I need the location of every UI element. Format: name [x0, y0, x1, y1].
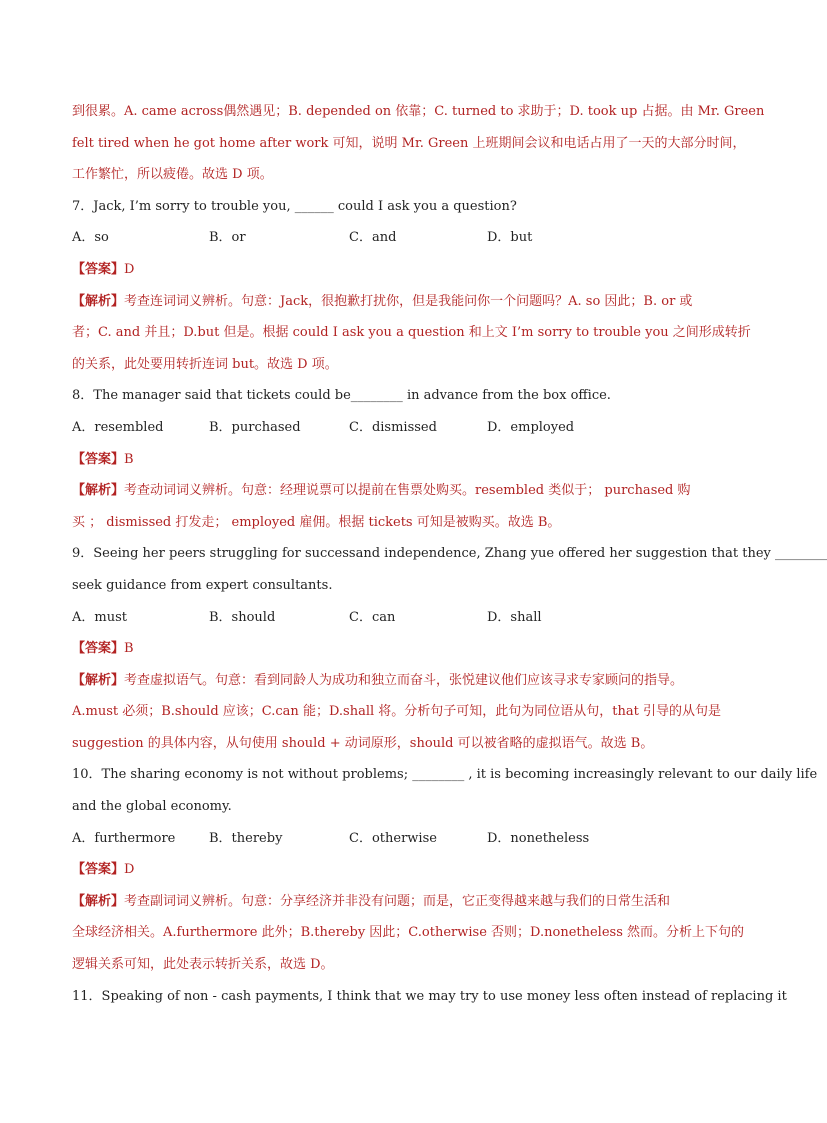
analysis-text: 考查动词词义辨析。句意：经理说票可以提前在售票处购买。resembled 类似于； purchased 购	[124, 483, 691, 499]
question-stem: 7．Jack, I’m sorry to trouble you, ______ could I ask you a question?	[72, 198, 517, 214]
options-row	[72, 823, 732, 855]
options-row	[72, 412, 732, 444]
analysis-text: 考查副词词义辨析。句意：分享经济并非没有问题；而是，它正变得越来越与我们的日常生活和	[124, 893, 671, 909]
question-stem: and the global economy.	[72, 799, 232, 815]
option-d: D．employed	[487, 419, 575, 435]
analysis-line	[72, 286, 732, 318]
analysis-line: 的关系，此处要用转折连词 but。故选 D 项。	[72, 356, 338, 372]
options-row	[72, 222, 732, 254]
option-d: D．shall	[487, 609, 542, 625]
question-stem: 9．Seeing her peers struggling for successand independence, Zhang yue offered her suggestion that they ________	[72, 546, 827, 562]
option-a: A．furthermore	[72, 830, 176, 846]
option-b: B．should	[209, 609, 276, 625]
answer-line	[72, 254, 732, 286]
option-a: A．resembled	[72, 419, 164, 435]
answer-line	[72, 633, 732, 665]
option-c: C．dismissed	[349, 419, 437, 435]
option-d: D．but	[487, 230, 533, 246]
analysis-line: 到很累。A. came across偶然遇见；B. depended on 依靠；C. turned to 求助于；D. took up 占据。由 Mr. Green	[72, 104, 765, 119]
analysis-line: A.must 必须；B.should 应该；C.can 能；D.shall 将。分析句子可知，此句为同位语从句，that 引导的从句是	[72, 704, 721, 720]
analysis-line	[72, 886, 732, 918]
question-stem: 10．The sharing economy is not without problems; ________ , it is becoming increasingly relevant to our daily life	[72, 767, 818, 783]
option-b: B．thereby	[209, 830, 283, 846]
answer-label: 【答案】	[72, 451, 125, 467]
answer-value: B	[124, 451, 134, 467]
option-a: A．must	[72, 609, 127, 625]
analysis-line: 逻辑关系可知，此处表示转折关系，故选 D。	[72, 957, 334, 973]
analysis-line	[72, 665, 732, 697]
question-stem: 8．The manager said that tickets could be________ in advance from the box office.	[72, 388, 611, 404]
analysis-label: 【解析】	[72, 893, 125, 909]
option-c: C．and	[349, 230, 397, 246]
analysis-line: felt tired when he got home after work 可知，说明 Mr. Green 上班期间会议和电话占用了一天的大部分时间，	[72, 135, 746, 151]
analysis-label: 【解析】	[72, 483, 125, 499]
analysis-line: 全球经济相关。A.furthermore 此外；B.thereby 因此；C.otherwise 否则；D.nonetheless 然而。分析上下句的	[72, 925, 745, 941]
answer-value: D	[124, 261, 135, 277]
option-a: A．so	[72, 230, 109, 246]
option-d: D．nonetheless	[487, 830, 590, 846]
analysis-line: 买 ； dismissed 打发走； employed 雇佣。根据 tickets 可知是被购买。故选 B。	[72, 514, 561, 530]
question-block	[72, 191, 751, 381]
question-block	[72, 538, 827, 759]
carryover-analysis	[72, 96, 765, 191]
answer-label: 【答案】	[72, 261, 125, 277]
analysis-text: 考查连词词义辨析。句意：Jack，很抱歉打扰你，但是我能问你一个问题吗？A. so 因此；B. or 或	[124, 293, 693, 309]
question-stem: 11．Speaking of non - cash payments, I think that we may try to use money less often instead of replacing it	[72, 988, 787, 1004]
answer-line	[72, 444, 732, 476]
analysis-line	[72, 475, 732, 507]
analysis-line: 者；C. and 并且；D.but 但是。根据 could I ask you a question 和上文 I’m sorry to trouble you 之间形成转折	[72, 325, 751, 341]
option-b: B．or	[209, 230, 246, 246]
answer-label: 【答案】	[72, 641, 125, 657]
answer-value: D	[124, 862, 135, 878]
option-c: C．otherwise	[349, 830, 437, 846]
analysis-line: 工作繁忙，所以疲倦。故选 D 项。	[72, 167, 273, 183]
options-row	[72, 602, 732, 634]
document-page	[72, 96, 827, 1012]
analysis-line: suggestion 的具体内容，从句使用 should + 动词原形，should 可以被省略的虚拟语气。故选 B。	[72, 735, 654, 751]
option-c: C．can	[349, 609, 396, 625]
option-b: B．purchased	[209, 419, 301, 435]
analysis-text: 考查虚拟语气。句意：看到同龄人为成功和独立而奋斗，张悦建议他们应该寻求专家顾问的指导。	[124, 672, 684, 688]
analysis-label: 【解析】	[72, 293, 125, 309]
answer-value: B	[124, 641, 134, 657]
question-block	[72, 380, 732, 538]
analysis-label: 【解析】	[72, 672, 125, 688]
question-stem: seek guidance from expert consultants.	[72, 577, 333, 593]
question-block	[72, 759, 818, 980]
answer-line	[72, 854, 732, 886]
answer-label: 【答案】	[72, 862, 125, 878]
